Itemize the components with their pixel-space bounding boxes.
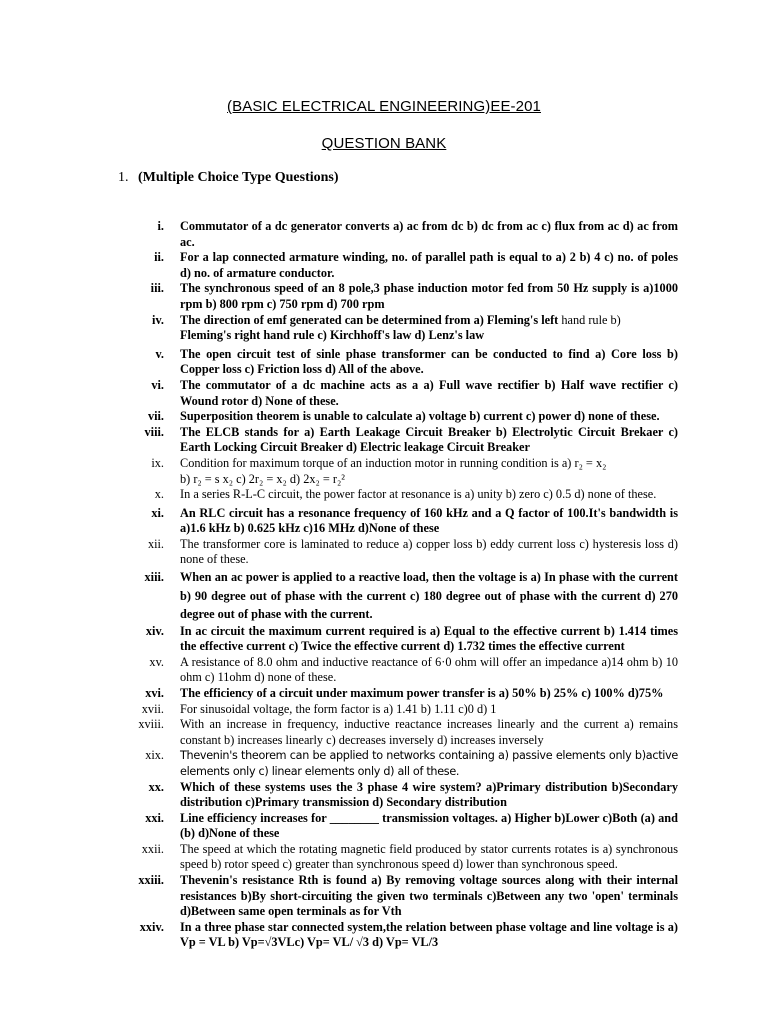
question-text: An RLC circuit has a resonance frequency of 160 kHz and a Q factor of 100.It's bandwidth is a)1.6 kHz b) 0.625 kHz c)16 MHz d)None of these [180, 505, 678, 536]
question-numeral: i. [157, 219, 164, 233]
question-numeral: xix. [145, 748, 164, 763]
question-numeral: xii. [147, 536, 164, 551]
question-item [118, 219, 678, 250]
question-item [118, 313, 678, 344]
question-text: Commutator of a dc generator converts a) ac from dc b) dc from ac c) flux from ac d) ac from ac. [180, 219, 678, 249]
question-item [118, 487, 678, 503]
question-numeral: xx. [148, 779, 164, 794]
question-text: Line efficiency increases for ________ transmission voltages. a) Higher b)Lower c)Both (a) and (b) d)None of these [180, 810, 678, 841]
question-item [118, 717, 678, 748]
question-item [118, 281, 678, 312]
question-numeral: x. [154, 487, 164, 502]
question-text: A resistance of 8.0 ohm and inductive reactance of 6·0 ohm will offer an impedance a)14 ohm b) 10 ohm c) 11ohm d) none of these. [180, 654, 678, 685]
question-numeral: xi. [151, 505, 164, 520]
question-numeral: iii. [150, 281, 164, 296]
question-numeral: iv. [152, 312, 164, 327]
question-numeral: viii. [144, 424, 164, 439]
question-numeral: ii. [154, 250, 164, 265]
question-text-line2: Fleming's right hand rule c) Kirchhoff's law d) Lenz's law [180, 328, 485, 343]
question-item [118, 347, 678, 378]
question-text: The synchronous speed of an 8 pole,3 phase induction motor fed from 50 Hz supply is a)1000 rpm b) 800 rpm c) 750 rpm d) 700 rpm [180, 281, 678, 311]
section-number: 1. [118, 170, 129, 185]
question-numeral: vii. [147, 409, 164, 424]
question-numeral: vi. [151, 377, 164, 392]
question-item [118, 250, 678, 281]
question-numeral: xvi. [145, 685, 164, 700]
question-text: Which of these systems uses the 3 phase 4 wire system? a)Primary distribution b)Secondary distribution c)Primary transmission d) Secondary distribution [180, 779, 678, 810]
question-item [118, 624, 678, 655]
question-numeral: xv. [149, 654, 164, 669]
question-list [118, 219, 678, 951]
question-text: Condition for maximum torque of an induction motor in running condition is a) r₂ = x₂ [180, 455, 607, 470]
question-text: Superposition theorem is unable to calculate a) voltage b) current c) power d) none of these. [180, 409, 660, 424]
document-subtitle: QUESTION BANK [321, 135, 447, 152]
question-text: For a lap connected armature winding, no. of parallel path is equal to a) 2 b) 4 c) no. of poles d) no. of armature conductor. [180, 250, 678, 280]
question-item [118, 506, 678, 537]
question-text: The commutator of a dc machine acts as a a) Full wave rectifier b) Half wave rectifier c) Wound rotor d) None of these. [180, 377, 678, 408]
question-text: In a three phase star connected system,the relation between phase voltage and line voltage is a) Vp = VL b) Vp=√3VLc) Vp= VL/ √3 d) Vp= VL/3 [180, 919, 678, 950]
question-text: The transformer core is laminated to reduce a) copper loss b) eddy current loss c) hysteresis loss d) none of these. [180, 536, 678, 567]
question-item [118, 537, 678, 568]
section-title: (Multiple Choice Type Questions) [138, 170, 339, 185]
question-text: The ELCB stands for a) Earth Leakage Circuit Breaker b) Electrolytic Circuit Brekaer c) Earth Locking Circuit Breaker d) Electric leakage Circuit Breaker [180, 424, 678, 455]
question-text: Thevenin's theorem can be applied to networks containing a) passive elements only b)active elements only c) linear elements only d) all of these. [180, 749, 678, 778]
question-text-tail: hand rule b) [558, 312, 621, 327]
question-numeral: xxiv. [139, 919, 164, 934]
question-item [118, 568, 678, 624]
question-numeral: ix. [151, 455, 164, 470]
question-text: Thevenin's resistance Rth is found a) By removing voltage sources along with their internal resistances b)By short-circuiting the given two terminals c)Between any two 'open' terminals d)Between same open terminals as for Vth [180, 873, 678, 919]
question-item [118, 686, 678, 702]
question-item [118, 780, 678, 811]
question-text: With an increase in frequency, inductive reactance increases linearly and the current a) remains constant b) increases linearly c) decreases inversely d) increases inversely [180, 717, 678, 747]
question-item [118, 425, 678, 456]
question-numeral: xxi. [145, 810, 164, 825]
question-text: The efficiency of a circuit under maximum power transfer is a) 50% b) 25% c) 100% d)75% [180, 685, 664, 700]
question-numeral: xiv. [145, 623, 164, 638]
question-item [118, 409, 678, 425]
question-item [118, 748, 678, 779]
question-item [118, 655, 678, 686]
question-text: For sinusoidal voltage, the form factor is a) 1.41 b) 1.11 c)0 d) 1 [180, 701, 497, 716]
question-text: The open circuit test of sinle phase transformer can be conducted to find a) Core loss b) Copper loss c) Friction loss d) All of the above. [180, 346, 678, 377]
question-numeral: xiii. [144, 570, 164, 585]
question-item [118, 873, 678, 920]
question-text: In ac circuit the maximum current required is a) Equal to the effective current b) 1.414 times the effective current c) Twice the effective current d) 1.732 times the effective current [180, 623, 678, 654]
document-title: (BASIC ELECTRICAL ENGINEERING)EE-201 [227, 98, 541, 115]
question-numeral: xxii. [141, 841, 164, 856]
question-item [118, 456, 678, 487]
question-text-line2: b) r₂ = s x₂ c) 2r₂ = x₂ d) 2x₂ = r₂² [180, 471, 345, 486]
question-numeral: xvii. [141, 701, 164, 716]
question-item [118, 920, 678, 951]
section-heading [118, 170, 339, 186]
question-item [118, 378, 678, 409]
question-numeral: xxiii. [138, 873, 164, 888]
question-item [118, 702, 678, 718]
question-numeral: v. [155, 346, 164, 361]
question-text: The speed at which the rotating magnetic field produced by stator currents rotates is a) synchronous speed b) rotor speed c) greater than synchronous speed d) lower than synchronous speed. [180, 841, 678, 872]
question-item [118, 842, 678, 873]
question-text: The direction of emf generated can be determined from a) Fleming's left [180, 312, 559, 327]
question-item [118, 811, 678, 842]
question-numeral: xviii. [138, 717, 164, 732]
question-text: When an ac power is applied to a reactive load, then the voltage is a) In phase with the current b) 90 degree out of phase with the current c) 180 degree out of phase with the current d) 270 degree out of phase with the current. [180, 570, 678, 622]
question-text: In a series R-L-C circuit, the power factor at resonance is a) unity b) zero c) 0.5 d) none of these. [180, 487, 657, 502]
